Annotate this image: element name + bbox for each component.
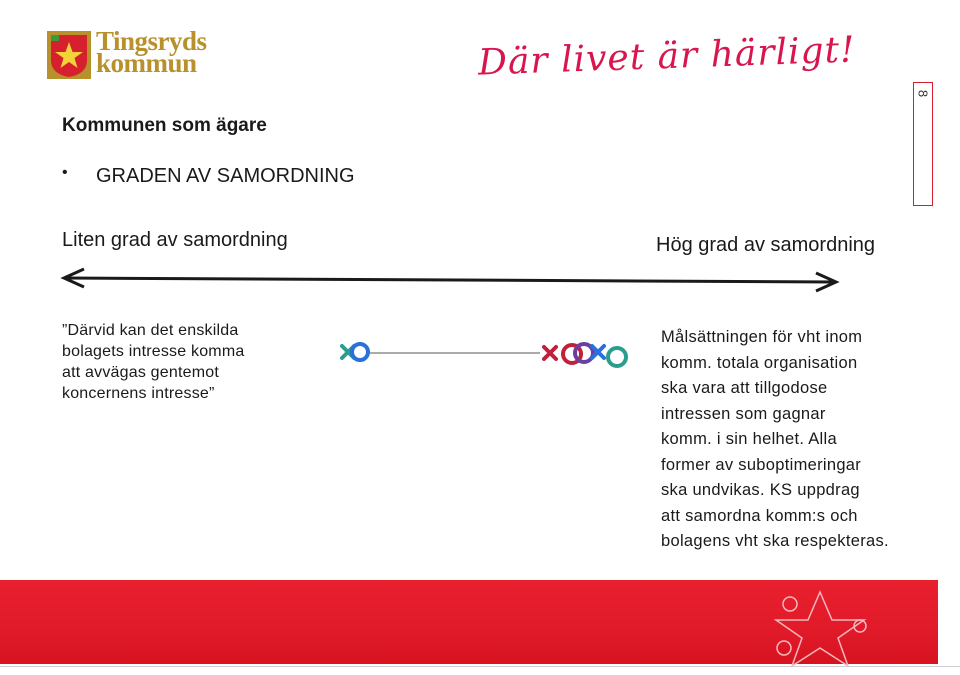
star-outline-icon bbox=[760, 586, 900, 666]
description-line: ska vara att tillgodose bbox=[661, 379, 828, 397]
description-line: Målsättningen för vht inom bbox=[661, 328, 863, 346]
description-line: att samordna komm:s och bbox=[661, 506, 858, 525]
quote-line: att avvägas gentemot bbox=[62, 364, 219, 381]
quote-line: bolagets intresse komma bbox=[62, 343, 245, 360]
logo-line2: kommun bbox=[96, 48, 197, 78]
coordination-markers bbox=[300, 330, 640, 380]
description-line: bolagens vht ska respekteras. bbox=[661, 532, 889, 550]
quote-block bbox=[62, 320, 292, 404]
quote-line: koncernens intresse” bbox=[62, 385, 215, 402]
circle-marker-icon bbox=[608, 348, 626, 366]
description-line: intressen som gagnar bbox=[661, 404, 826, 423]
municipality-logo bbox=[46, 26, 236, 82]
bullet-text: GRADEN AV SAMORDNING bbox=[96, 165, 355, 187]
cross-marker-icon bbox=[544, 347, 556, 359]
description-line: former av suboptimeringar bbox=[661, 455, 862, 474]
logo-wordmark bbox=[96, 26, 236, 78]
logo-line1: Tingsryds bbox=[96, 26, 207, 56]
scale-high-label: Hög grad av samordning bbox=[656, 234, 876, 256]
slogan: Där livet är härligt! bbox=[477, 29, 857, 84]
slide-heading: Kommunen som ägare bbox=[62, 115, 267, 136]
quote-line: ”Därvid kan det enskilda bbox=[62, 322, 239, 339]
footer-rule bbox=[0, 666, 960, 667]
double-arrow-axis bbox=[60, 265, 840, 295]
bullet-icon: • bbox=[62, 164, 68, 181]
description-line: ska undvikas. KS uppdrag bbox=[661, 481, 860, 499]
scale-low-label: Liten grad av samordning bbox=[62, 229, 288, 251]
description-line: komm. totala organisation bbox=[661, 353, 858, 372]
description-block bbox=[661, 325, 931, 555]
description-line: komm. i sin helhet. Alla bbox=[661, 430, 837, 448]
shield-star-icon bbox=[46, 30, 92, 80]
page-number: 8 bbox=[915, 89, 931, 98]
circle-marker-icon bbox=[352, 344, 368, 360]
